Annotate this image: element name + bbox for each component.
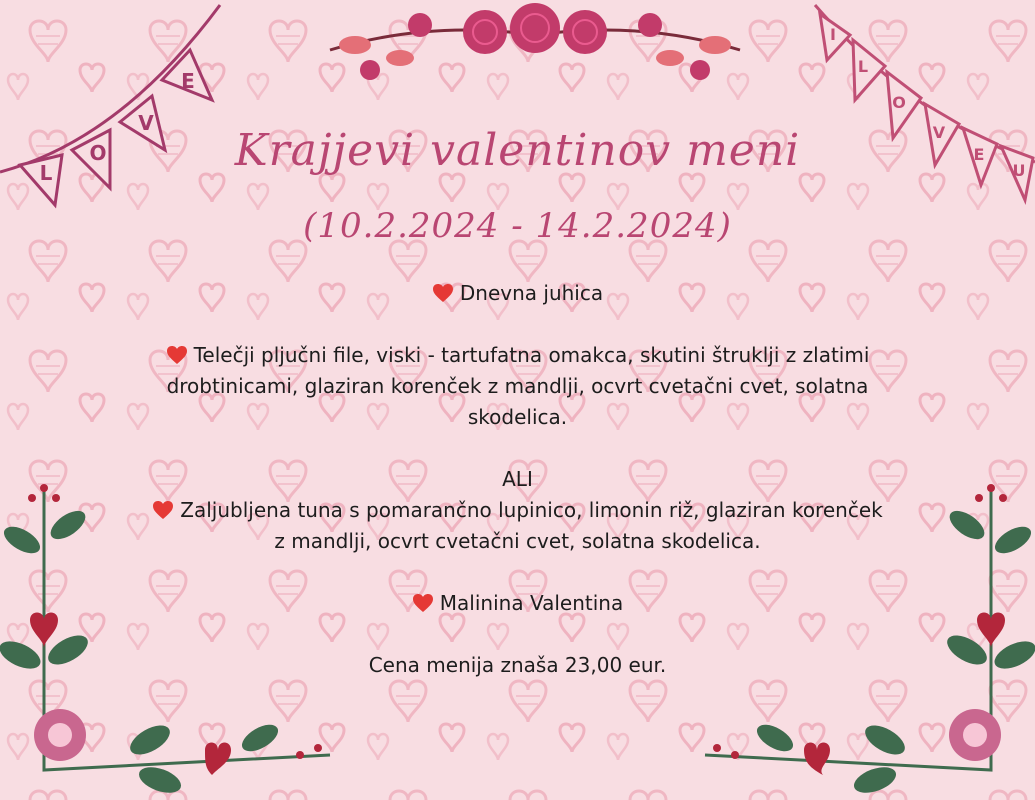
banner-letter: O (89, 141, 107, 165)
menu-title: Krajjevi valentinov meni (234, 125, 801, 176)
heart-icon (412, 593, 434, 613)
menu-item-text: Zaljubljena tuna s pomarančno lupinico, limonin riž, glaziran korenček z mandlji, ocvrt cvetačni cvet, solatna skodelica. (180, 498, 883, 553)
menu-item-text: Malinina Valentina (439, 591, 624, 615)
banner-letter: V (932, 123, 946, 142)
menu-item-main-2 (150, 495, 885, 557)
heart-icon (166, 345, 188, 365)
banner-letter: I (830, 25, 836, 44)
roses-garland (310, 0, 760, 100)
banner-letter: L (857, 57, 869, 76)
menu-item-dessert (150, 588, 885, 619)
banner-letter: O (892, 93, 906, 112)
love-banner-left (0, 0, 260, 220)
menu-item-soup (150, 278, 885, 309)
menu-item-text: Telečji pljučni file, viski - tartufatna omakca, skutini štruklji z zlatimi drobtinicami, glaziran korenček z mandlji, ocvrt cvetačni cvet, solatna skodelica. (166, 343, 870, 429)
menu-dates: (10.2.2024 - 14.2.2024) (303, 206, 732, 246)
banner-letter: L (39, 161, 53, 185)
menu-item-text: Dnevna juhica (459, 281, 604, 305)
banner-letter: V (138, 111, 154, 135)
menu-price: Cena menija znaša 23,00 eur. (368, 653, 667, 677)
banner-letter: U (1012, 161, 1026, 180)
love-banner-right (775, 0, 1035, 220)
heart-icon (432, 283, 454, 303)
heart-icon (152, 500, 174, 520)
banner-letter: E (181, 69, 195, 93)
or-separator: ALI (502, 467, 533, 491)
banner-letter: E (973, 145, 985, 164)
menu-item-main-1 (150, 340, 885, 433)
menu-list (150, 278, 885, 681)
